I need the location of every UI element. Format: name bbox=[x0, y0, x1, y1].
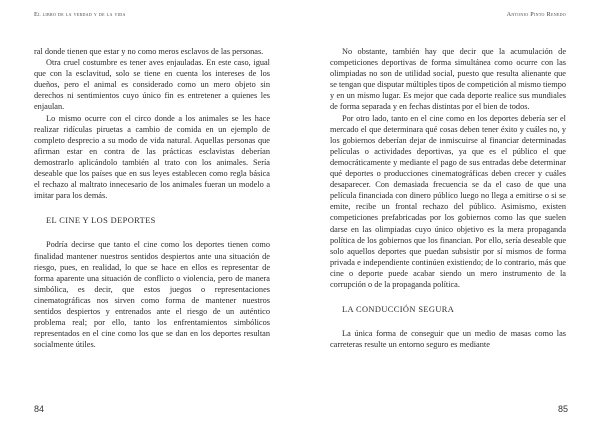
left-page-text bbox=[34, 46, 270, 350]
page-number: 84 bbox=[34, 404, 45, 414]
paragraph: La única forma de conseguir que un medio de masas como las carreteras resulte un entorno seguro es mediante bbox=[330, 329, 566, 350]
section-heading: LA CONDUCCIÓN SEGURA bbox=[342, 305, 455, 315]
running-head-right: Antonio Pinto Renedo bbox=[506, 11, 566, 18]
paragraph: Otra cruel costumbre es tener aves enjauladas. En este caso, igual que con la esclavitud, solo se tiene en cuenta los intereses de los dueños, pero el animal es considerado como un mero objeto sin derechos ni sentimientos cuyo único fin es entretener a quienes les enjaulan. bbox=[34, 58, 270, 112]
right-page bbox=[300, 0, 600, 433]
section-heading: EL CINE Y LOS DEPORTES bbox=[46, 216, 156, 226]
paragraph: Por otro lado, tanto en el cine como en los deportes debería ser el mercado el que determinara qué cosas deben tener éxito y cuáles no, y los gobiernos deberían dejar de inmiscuirse al financiar determinadas películas o actividades deportivas, ya que es el público el que democráticamente y mediante el pago de sus entradas debe determinar qué deportes o producciones cinematográficas deben crecer y cuáles desaparecer. Con demasiada frecuencia se da el caso de que una película financiada con dinero público luego no llega a emitirse o si se emite, recibe un frontal rechazo del público. Asimismo, existen competiciones prefabricadas por los gobiernos como las que suelen darse en las olimpiadas cuyo único objetivo es la mera propaganda política de los gobiernos que los financian. Por ello, sería deseable que solo aquellos deportes que puedan subsistir por sí mismos de forma privada e independiente continúen existiendo; de lo contrario, más que cine o deporte puede acabar siendo un mero instrumento de la corrupción o de la propaganda política. bbox=[330, 113, 566, 289]
paragraph: ral donde tienen que estar y no como meros esclavos de las personas. bbox=[34, 47, 264, 56]
page-number: 85 bbox=[557, 404, 568, 414]
right-page-text bbox=[330, 46, 566, 350]
paragraph: No obstante, también hay que decir que la acumulación de competiciones deportivas de forma simultánea como ocurre con las olimpiadas no son de utilidad social, puesto que resulta alienante que se tengan que disputar múltiples tipos de competición al mismo tiempo y en un mismo lugar. Es mejor que cada deporte realice sus mundiales de forma separada y en fechas distintas por el bien de todos. bbox=[330, 47, 566, 112]
paragraph: Lo mismo ocurre con el circo donde a los animales se les hace realizar ridículas piruetas a cambio de comida en un ejemplo de completo desprecio a su modo de vida natural. Aquellas personas que afirman estar en contra de las prácticas esclavistas deberían demostrarlo aplicándolo también al trato con los animales. Sería deseable que los países que en sus leyes establecen como regla básica el rechazo al maltrato innecesario de los animales fueran un modelo a imitar para los demás. bbox=[34, 113, 270, 201]
running-head-left: El libro de la verdad y de la vida bbox=[34, 11, 126, 18]
paragraph: Podría decirse que tanto el cine como los deportes tienen como finalidad mantener nuestros sentidos despiertos ante una situación de riesgo, pues, en realidad, lo que se hace en ellos es representar de forma aparente una situación de conflicto o violencia, pero de manera simbólica, es decir, que estos juegos o representaciones cinematográficas nos sirven como forma de mantener nuestros sentidos despiertos y entrenados ante el riesgo de un auténtico problema real; por ello, tanto los enfrentamientos simbólicos representados en el cine como los que se dan en los deportes resultan socialmente útiles. bbox=[34, 240, 270, 350]
